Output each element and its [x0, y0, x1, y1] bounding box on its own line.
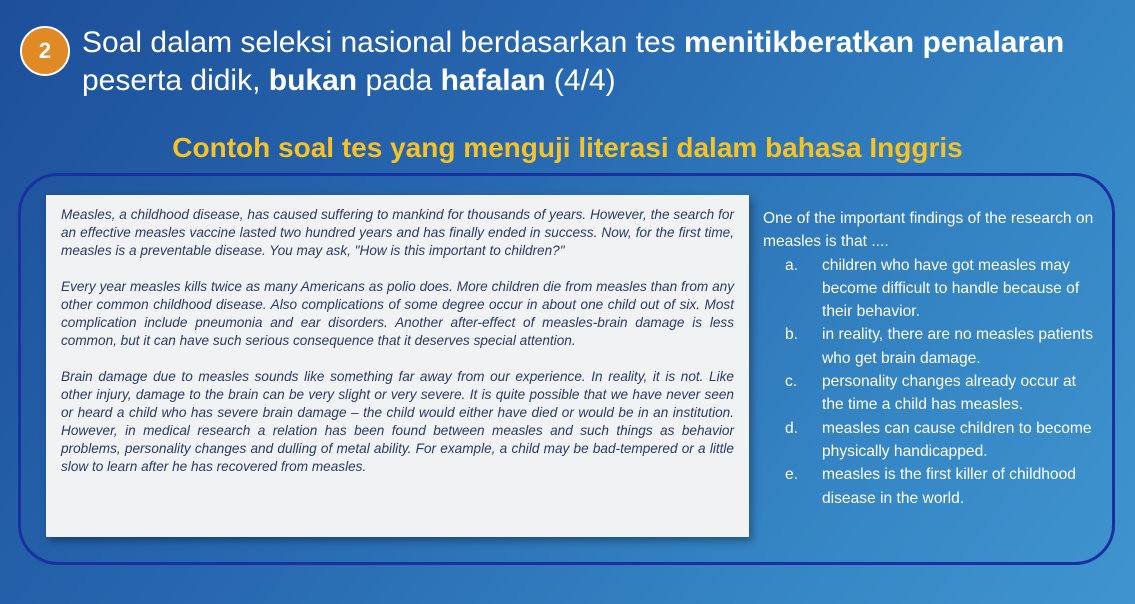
heading-text-1: Soal dalam seleksi nasional berdasarkan tes: [82, 26, 685, 59]
heading-bold-1: menitikberatkan: [684, 26, 915, 59]
option-text: measles is the first killer of childhood disease in the world.: [822, 466, 1076, 507]
answer-option-b: [763, 323, 1098, 370]
question-panel: [763, 207, 1098, 510]
passage-paragraph: Brain damage due to measles sounds like something far away from our experience. In reality, it is not. Like other injury, damage to the brain can be very slight or very severe. It is quite possible that we have never seen or heard a child who has severe brain damage – the child would either have died or would be in an institution. However, in medical research a relation has been found between measles and such things as behavior problems, personality changes and dulling of metal ability. For example, a child may be bad-tempered or a little slow to learn after he has recovered from measles.: [61, 369, 734, 474]
option-text: in reality, there are no measles patients who get brain damage.: [822, 326, 1094, 367]
answer-option-a: [763, 254, 1098, 324]
option-letter: c.: [785, 373, 798, 391]
heading-bold-4: hafalan: [440, 64, 546, 97]
option-text: children who have got measles may become difficult to handle because of their behavior.: [822, 256, 1080, 321]
slide-subheading: Contoh soal tes yang menguji literasi dalam bahasa Inggris: [172, 132, 963, 163]
heading-bold-2: penalaran: [922, 26, 1065, 59]
answer-option-d: [763, 417, 1098, 464]
option-letter: a.: [785, 256, 799, 274]
option-text: measles can cause children to become physically handicapped.: [822, 419, 1092, 460]
question-stem: One of the important findings of the research on measles is that ....: [763, 210, 1094, 251]
passage-paragraph: Every year measles kills twice as many Americans as polio does. More children die from measles than from any other common childhood disease. Also complications of some degree occur in about one child out of six. Most complication include pneumonia and ear disorders. Another after-effect of measles-brain damage is less common, but it can have such serious consequence that it deserves special attention.: [61, 279, 734, 348]
option-letter: e.: [785, 466, 799, 484]
option-text: personality changes already occur at the time a child has measles.: [822, 373, 1076, 414]
option-letter: b.: [785, 326, 799, 344]
option-letter: d.: [785, 419, 799, 437]
answer-options: [763, 254, 1098, 510]
reading-passage: [46, 195, 749, 537]
heading-text-4: pada: [357, 64, 441, 97]
passage-paragraph: Measles, a childhood disease, has caused suffering to mankind for thousands of years. However, the search for an effective measles vaccine lasted two hundred years and has finally ended in success. Now, for the first time, measles is a preventable disease. You may ask, "How is this important to children?": [61, 207, 734, 258]
slide-number-badge: 2: [20, 26, 70, 76]
heading-text-3: peserta didik,: [82, 64, 269, 97]
heading-bold-3: bukan: [268, 64, 358, 97]
slide-heading: [82, 24, 1102, 100]
answer-option-c: [763, 370, 1098, 417]
heading-text-5: (4/4): [545, 64, 616, 97]
answer-option-e: [763, 463, 1098, 510]
